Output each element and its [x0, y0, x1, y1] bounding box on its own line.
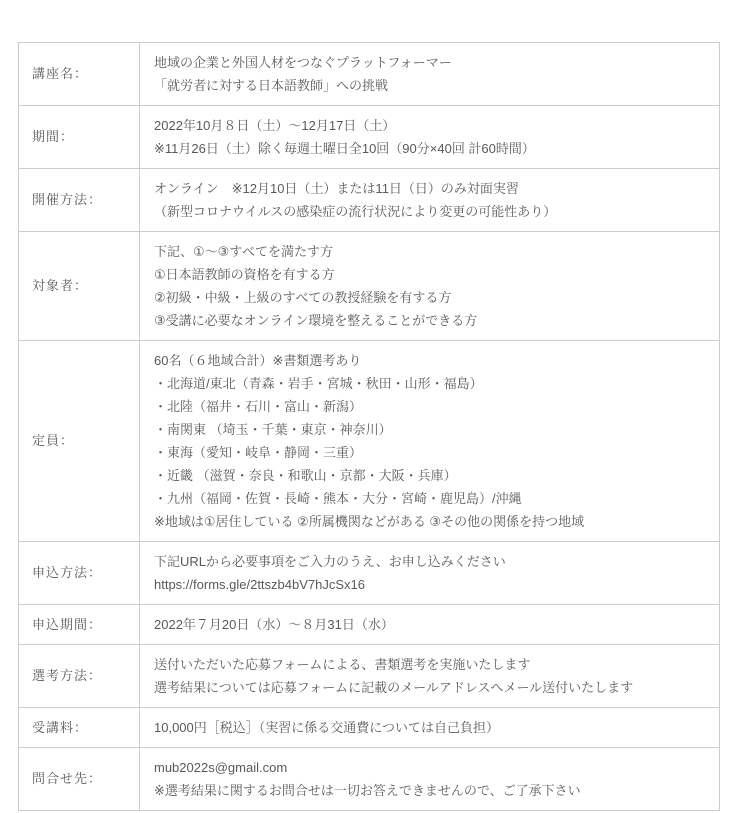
text-line: ※11月26日（土）除く毎週土曜日全10回（90分×40回 計60時間） [154, 141, 535, 156]
text-line: ・北海道/東北（青森・岩手・宮城・秋田・山形・福島） [154, 376, 483, 391]
row-value [140, 169, 720, 232]
course-info-table [18, 42, 720, 811]
text-line: 10,000円［税込］（実習に係る交通費については自己負担） [154, 720, 500, 735]
row-label: 定員： [19, 341, 140, 542]
row-label: 対象者： [19, 232, 140, 341]
row-label: 講座名： [19, 43, 140, 106]
text-line: ②初級・中級・上級のすべての教授経験を有する方 [154, 290, 452, 305]
text-line: ①日本語教師の資格を有する方 [154, 267, 335, 282]
text-line: ③受講に必要なオンライン環境を整えることができる方 [154, 313, 478, 328]
row-value [140, 43, 720, 106]
text-line: ※選考結果に関するお問合せは一切お答えできませんので、ご了承下さい [154, 783, 581, 798]
row-label: 申込方法： [19, 542, 140, 605]
text-line: ※地域は①居住している ②所属機関などがある ③その他の関係を持つ地域 [154, 514, 585, 529]
row-label: 期間： [19, 106, 140, 169]
text-line: 60名（６地域合計）※書類選考あり [154, 353, 362, 368]
text-line: 下記URLから必要事項をご入力のうえ、お申し込みください [154, 554, 506, 569]
row-value [140, 106, 720, 169]
row-value [140, 708, 720, 748]
row-target-audience [19, 232, 720, 341]
text-line: 送付いただいた応募フォームによる、書類選考を実施いたします [154, 657, 531, 672]
row-selection-method [19, 645, 720, 708]
row-value [140, 542, 720, 605]
text-line: 選考結果については応募フォームに記載のメールアドレスへメール送付いたします [154, 680, 634, 695]
row-label: 選考方法： [19, 645, 140, 708]
row-value [140, 645, 720, 708]
text-line: 地域の企業と外国人材をつなぐプラットフォーマー [154, 55, 452, 70]
text-line: ・九州（福岡・佐賀・長崎・熊本・大分・宮崎・鹿児島）/沖縄 [154, 491, 522, 506]
text-line: ・南関東 （埼玉・千葉・東京・神奈川） [154, 422, 392, 437]
text-line: ・近畿 （滋賀・奈良・和歌山・京都・大阪・兵庫） [154, 468, 457, 483]
text-line: （新型コロナウイルスの感染症の流行状況により変更の可能性あり） [154, 204, 557, 219]
row-application-method [19, 542, 720, 605]
text-line: 「就労者に対する日本語教師」への挑戦 [154, 78, 389, 93]
contact-email: mub2022s@gmail.com [154, 760, 288, 775]
row-period [19, 106, 720, 169]
row-value [140, 605, 720, 645]
text-line: 2022年７月20日（水）～８月31日（水） [154, 617, 394, 632]
row-contact [19, 748, 720, 811]
text-line: ・東海（愛知・岐阜・静岡・三重） [154, 445, 363, 460]
row-label: 受講料： [19, 708, 140, 748]
row-value [140, 748, 720, 811]
text-line: ・北陸（福井・石川・富山・新潟） [154, 399, 363, 414]
row-label: 開催方法： [19, 169, 140, 232]
row-label: 問合せ先： [19, 748, 140, 811]
row-format [19, 169, 720, 232]
row-fee [19, 708, 720, 748]
row-label: 申込期間： [19, 605, 140, 645]
application-url: https://forms.gle/2ttszb4bV7hJcSx16 [154, 577, 365, 592]
row-capacity [19, 341, 720, 542]
row-application-period [19, 605, 720, 645]
text-line: オンライン ※12月10日（土）または11日（日）のみ対面実習 [154, 181, 519, 196]
text-line: 2022年10月８日（土）～12月17日（土） [154, 118, 396, 133]
text-line: 下記、①～③すべてを満たす方 [154, 244, 334, 259]
row-value [140, 341, 720, 542]
row-value [140, 232, 720, 341]
row-course-name [19, 43, 720, 106]
